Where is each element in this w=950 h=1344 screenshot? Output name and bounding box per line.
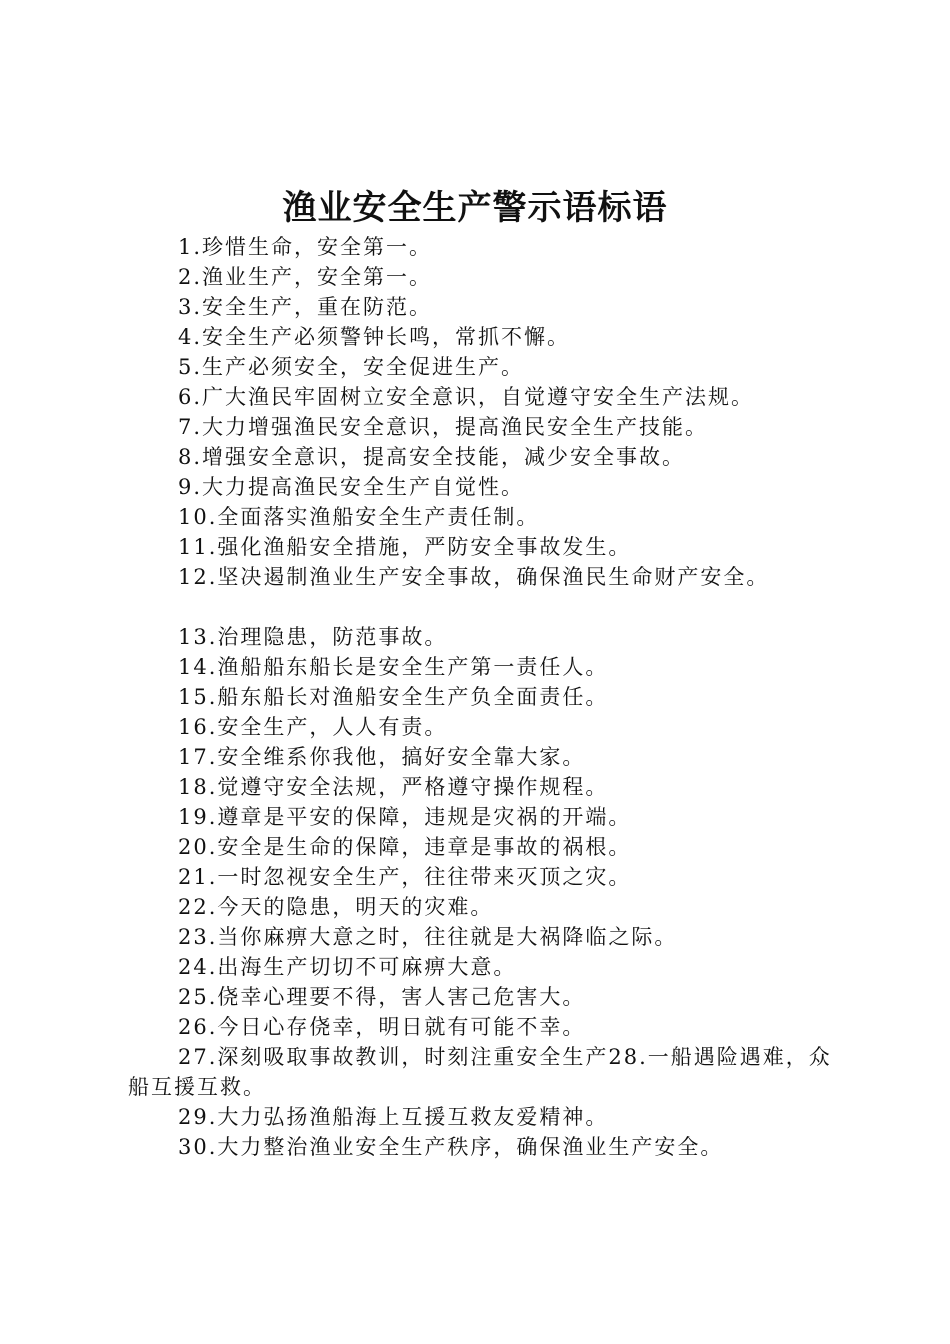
list-item: 11.强化渔船安全措施，严防安全事故发生。 [178,535,632,559]
list-item: 23.当你麻痹大意之时，往往就是大祸降临之际。 [178,925,678,949]
list-item: 17.安全维系你我他，搞好安全靠大家。 [178,745,586,769]
list-item: 29.大力弘扬渔船海上互援互救友爱精神。 [178,1105,609,1129]
list-item: 15.船东船长对渔船安全生产负全面责任。 [178,685,609,709]
list-item: 18.觉遵守安全法规，严格遵守操作规程。 [178,775,609,799]
list-item: 10.全面落实渔船安全生产责任制。 [178,505,540,529]
list-item: 13.治理隐患，防范事故。 [178,625,448,649]
list-item: 26.今日心存侥幸，明日就有可能不幸。 [178,1015,586,1039]
list-item: 3.安全生产，重在防范。 [178,295,433,319]
list-item: 25.侥幸心理要不得，害人害己危害大。 [178,985,586,1009]
list-item: 12.坚决遏制渔业生产安全事故，确保渔民生命财产安全。 [178,565,770,589]
list-item: 4.安全生产必须警钟长鸣，常抓不懈。 [178,325,571,349]
list-item: 8.增强安全意识，提高安全技能，减少安全事故。 [178,445,686,469]
list-item: 7.大力增强渔民安全意识，提高渔民安全生产技能。 [178,415,709,439]
list-item: 2.渔业生产，安全第一。 [178,265,433,289]
list-item: 22.今天的隐患，明天的灾难。 [178,895,494,919]
list-item: 21.一时忽视安全生产，往往带来灭顶之灾。 [178,865,632,889]
slogan-list [128,232,838,1162]
list-item: 16.安全生产，人人有责。 [178,715,448,739]
list-item: 19.遵章是平安的保障，违规是灾祸的开端。 [178,805,632,829]
list-item: 5.生产必须安全，安全促进生产。 [178,355,525,379]
list-item: 9.大力提高渔民安全生产自觉性。 [178,475,525,499]
list-item: 24.出海生产切切不可麻痹大意。 [178,955,517,979]
document-title: 渔业安全生产警示语标语 [282,188,668,228]
list-item: 1.珍惜生命，安全第一。 [178,235,433,259]
list-item: 20.安全是生命的保障，违章是事故的祸根。 [178,835,632,859]
list-item: 27.深刻吸取事故教训，时刻注重安全生产28.一船遇险遇难，众船互援互救。 [128,1045,832,1099]
list-item: 14.渔船船东船长是安全生产第一责任人。 [178,655,609,679]
list-item: 6.广大渔民牢固树立安全意识，自觉遵守安全生产法规。 [178,385,755,409]
list-item: 30.大力整治渔业安全生产秩序，确保渔业生产安全。 [178,1135,724,1159]
